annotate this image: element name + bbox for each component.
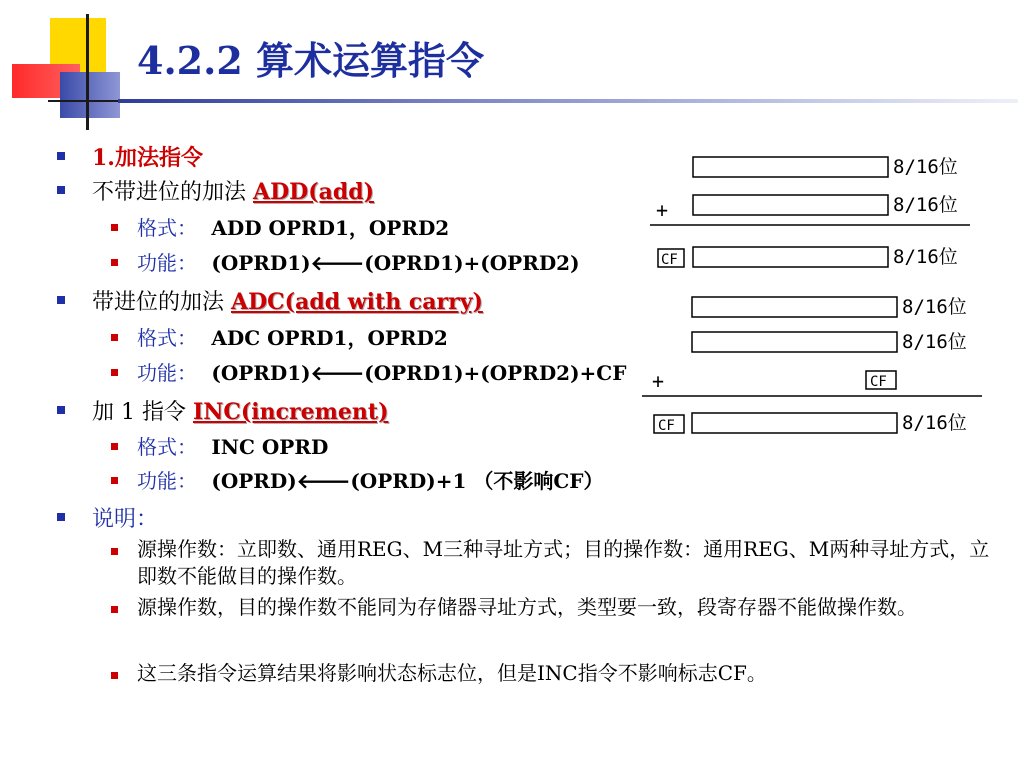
sub-bullet-marker [111, 477, 118, 484]
item-prefix: 带进位的加法 [92, 290, 231, 315]
function-value: (OPRD1)🡐(OPRD1)+(OPRD2)+CF [211, 361, 627, 385]
function-value: (OPRD)🡐(OPRD)+1 （不影响CF） [211, 469, 604, 493]
register-box [693, 157, 888, 177]
register-box [692, 332, 897, 352]
item-prefix: 加 1 指令 [92, 400, 193, 425]
sub-item-function [137, 247, 580, 276]
sub-bullet-marker [111, 259, 118, 266]
sub-bullet-marker [111, 224, 118, 231]
bullet-marker [57, 296, 65, 304]
function-label: 功能： [137, 251, 197, 275]
sub-item-function [137, 357, 626, 386]
format-value: ADC OPRD1，OPRD2 [211, 326, 448, 350]
list-item-notes: 说明： [92, 507, 159, 532]
bullet-marker [57, 186, 65, 194]
keyword-inc: INC(increment) [192, 399, 389, 425]
function-label: 功能： [137, 469, 197, 493]
list-item-inc [92, 395, 388, 426]
list-item-add [92, 175, 374, 206]
register-box [693, 247, 888, 267]
sub-bullet-marker [111, 443, 118, 450]
bullet-marker [57, 152, 65, 160]
format-value: ADD OPRD1，OPRD2 [211, 216, 450, 240]
logo-blue-square [60, 72, 120, 118]
register-box [693, 195, 888, 215]
plus-sign: + [652, 369, 665, 393]
sub-item-format [137, 322, 448, 351]
plus-sign: + [656, 198, 669, 222]
width-label: 8/16位 [893, 194, 958, 216]
register-box [692, 297, 897, 317]
cf-label: CF [870, 374, 887, 390]
width-label: 8/16位 [893, 156, 958, 178]
list-item-heading: 1.加法指令 [92, 145, 203, 171]
bullet-marker [57, 406, 65, 414]
note-paragraph: 这三条指令运算结果将影响状态标志位，但是INC指令不影响标志CF。 [137, 661, 767, 685]
note-paragraph: 源操作数：立即数、通用REG、M三种寻址方式；目的操作数：通用REG、M两种寻址方式，立即数不能做目的操作数。 [137, 537, 990, 588]
cf-label: CF [661, 252, 678, 268]
note-paragraph: 源操作数，目的操作数不能同为存储器寻址方式，类型要一致，段寄存器不能做操作数。 [137, 595, 917, 619]
sub-bullet-marker [111, 606, 118, 613]
item-prefix: 不带进位的加法 [92, 180, 253, 205]
sub-bullet-marker [111, 369, 118, 376]
format-label: 格式： [137, 326, 197, 350]
format-value: INC OPRD [211, 435, 329, 459]
operand-diagram-svg [630, 145, 1000, 445]
width-label: 8/16位 [902, 331, 967, 353]
keyword-add: ADD(add) [253, 179, 375, 205]
slide-title: 4.2.2 算术运算指令 [137, 38, 485, 83]
format-label: 格式： [137, 435, 197, 459]
width-label: 8/16位 [902, 296, 967, 318]
list-item-adc [92, 285, 483, 316]
sub-bullet-marker [111, 334, 118, 341]
sub-bullet-marker [111, 548, 118, 555]
function-label: 功能： [137, 361, 197, 385]
width-label: 8/16位 [893, 246, 958, 268]
sub-item-format [137, 212, 449, 241]
sub-item-format [137, 431, 328, 460]
keyword-adc: ADC(add with carry) [231, 289, 483, 315]
sub-item-function [137, 465, 603, 494]
format-label: 格式： [137, 216, 197, 240]
sub-bullet-marker [111, 672, 118, 679]
bullet-marker [57, 513, 65, 521]
function-value: (OPRD1)🡐(OPRD1)+(OPRD2) [211, 251, 580, 275]
title-underline [118, 99, 1018, 103]
register-box [692, 413, 897, 433]
operand-diagram [630, 145, 1000, 449]
cf-label: CF [658, 418, 675, 434]
logo-vertical-line [86, 14, 89, 130]
width-label: 8/16位 [902, 412, 967, 434]
